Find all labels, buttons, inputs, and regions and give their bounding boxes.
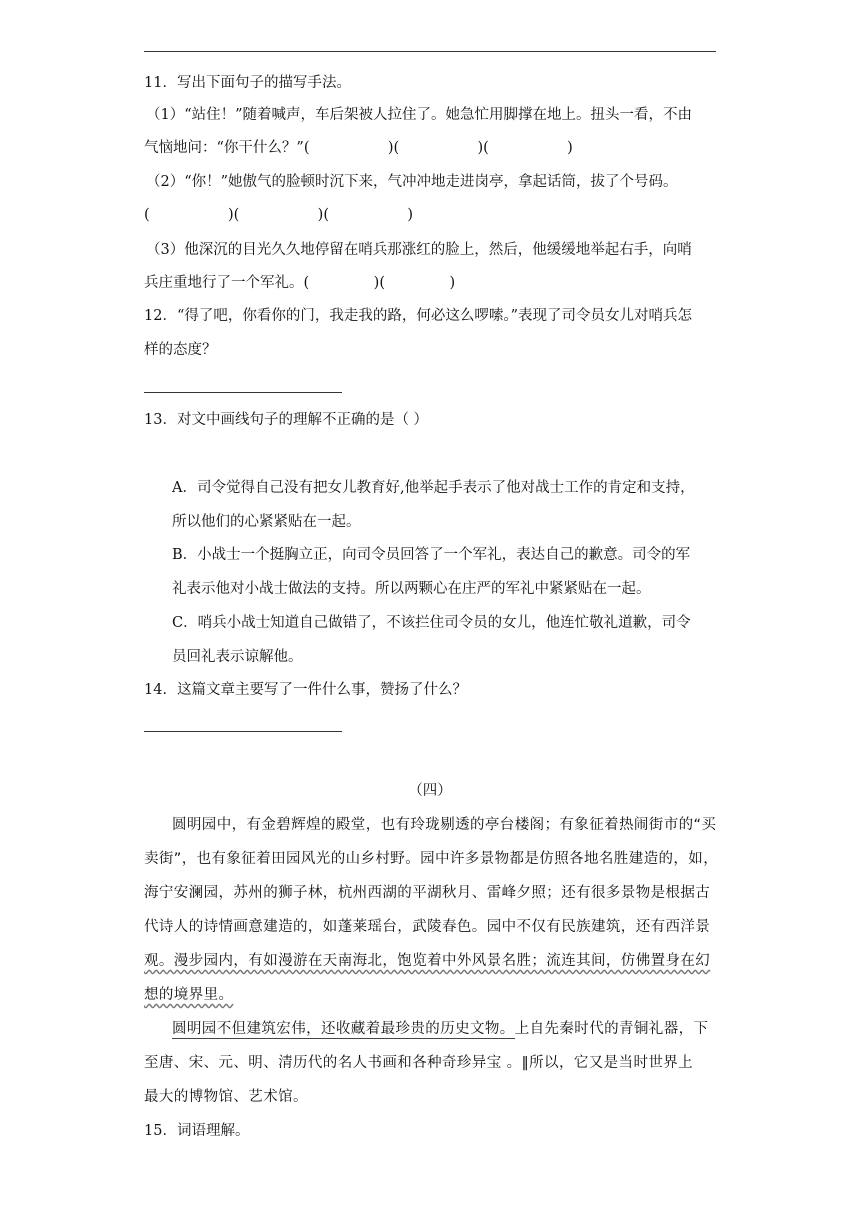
wavy-underlined-text: 观。漫步园内，有如漫游在天南海北，饱览着中外风景名胜；流连其间，仿佛置身在幻 — [144, 953, 711, 969]
q13-stem: 13．对文中画线句子的理解不正确的是（ ） — [144, 412, 429, 428]
header-rule — [144, 51, 716, 52]
q11-s2-line2: ( )( )( ) — [144, 207, 414, 223]
q13-option-b-line1[interactable]: B．小战士一个挺胸立正，向司令员回答了一个军礼，表达自己的歉意。司令的军 — [172, 547, 691, 563]
passage-p1-line5 — [144, 951, 716, 971]
section-heading: （四） — [408, 783, 452, 799]
q11-s1-line2: 气恼地问：“你干什么？”( )( )( ) — [144, 140, 573, 156]
q14-answer-line[interactable] — [144, 731, 342, 732]
passage-p1-line4: 代诗人的诗情画意建造的，如蓬莱瑶台，武陵春色。园中不仅有民族建筑，还有西洋景 — [144, 919, 711, 935]
q15-stem: 15．词语理解。 — [144, 1123, 250, 1139]
q11-s3-line1: （3）他深沉的目光久久地停留在哨兵那涨红的脸上，然后，他缓缓地举起右手，向哨 — [146, 242, 692, 258]
passage-p2-line2: 至唐、宋、元、明、清历代的名人书画和各种奇珍异宝 。‖所以，它又是当时世界上 — [144, 1055, 694, 1071]
wavy-underlined-text-end: 想的境界里。 — [144, 987, 234, 1003]
passage-p1-line2: 卖街”，也有象征着田园风光的山乡村野。园中许多景物都是仿照各地名胜建造的，如， — [144, 851, 719, 867]
q13-option-a-line1[interactable]: A．司令觉得自己没有把女儿教育好,他举起手表示了他对战士工作的肯定和支持， — [172, 480, 695, 496]
q13-option-a-line2: 所以他们的心紧紧贴在一起。 — [172, 514, 361, 530]
q11-s1-line1: （1）“站住！”随着喊声，车后架被人拉住了。她急忙用脚撑在地上。扭头一看，不由 — [146, 107, 693, 123]
passage-p1-line3: 海宁安澜园，苏州的狮子林，杭州西湖的平湖秋月、雷峰夕照；还有很多景物是根据古 — [144, 885, 711, 901]
q14-stem: 14．这篇文章主要写了一件什么事，赞扬了什么？ — [144, 682, 467, 698]
q13-option-c-line1[interactable]: C．哨兵小战士知道自己做错了，不该拦住司令员的女儿，他连忙敬礼道歉，司令 — [172, 615, 691, 631]
passage-p2-line1 — [172, 1019, 716, 1039]
passage-p1-line6 — [144, 985, 716, 1005]
q13-option-c-line2: 员回礼表示谅解他。 — [172, 649, 303, 665]
q12-line1: 12．“得了吧，你看你的门，我走我的路，何必这么啰嗦。”表现了司令员女儿对哨兵怎 — [144, 308, 693, 324]
passage-p2-line3: 最大的博物馆、艺术馆。 — [144, 1089, 308, 1105]
q11-s3-line2: 兵庄重地行了一个军礼。( )( ) — [144, 275, 456, 291]
passage-p1-line1: 圆明园中，有金碧辉煌的殿堂，也有玲珑剔透的亭台楼阁；有象征着热闹街市的“买 — [172, 817, 717, 833]
q11-stem: 11．写出下面句子的描写手法。 — [144, 75, 351, 91]
q11-s2-line1: （2）“你！”她傲气的脸顿时沉下来，气冲冲地走进岗亭，拿起话筒，拔了个号码。 — [146, 174, 678, 190]
passage-p2-line1-rest: 上自先秦时代的青铜礼器，下 — [514, 1021, 709, 1037]
underlined-sentence: 圆明园不但建筑宏伟，还收藏着最珍贵的历史文物。 — [172, 1021, 515, 1037]
q12-line2: 样的态度？ — [144, 342, 217, 358]
q13-option-b-line2: 礼表示他对小战士做法的支持。所以两颗心在庄严的军礼中紧紧贴在一起。 — [172, 581, 651, 597]
q12-answer-line[interactable] — [144, 392, 342, 393]
